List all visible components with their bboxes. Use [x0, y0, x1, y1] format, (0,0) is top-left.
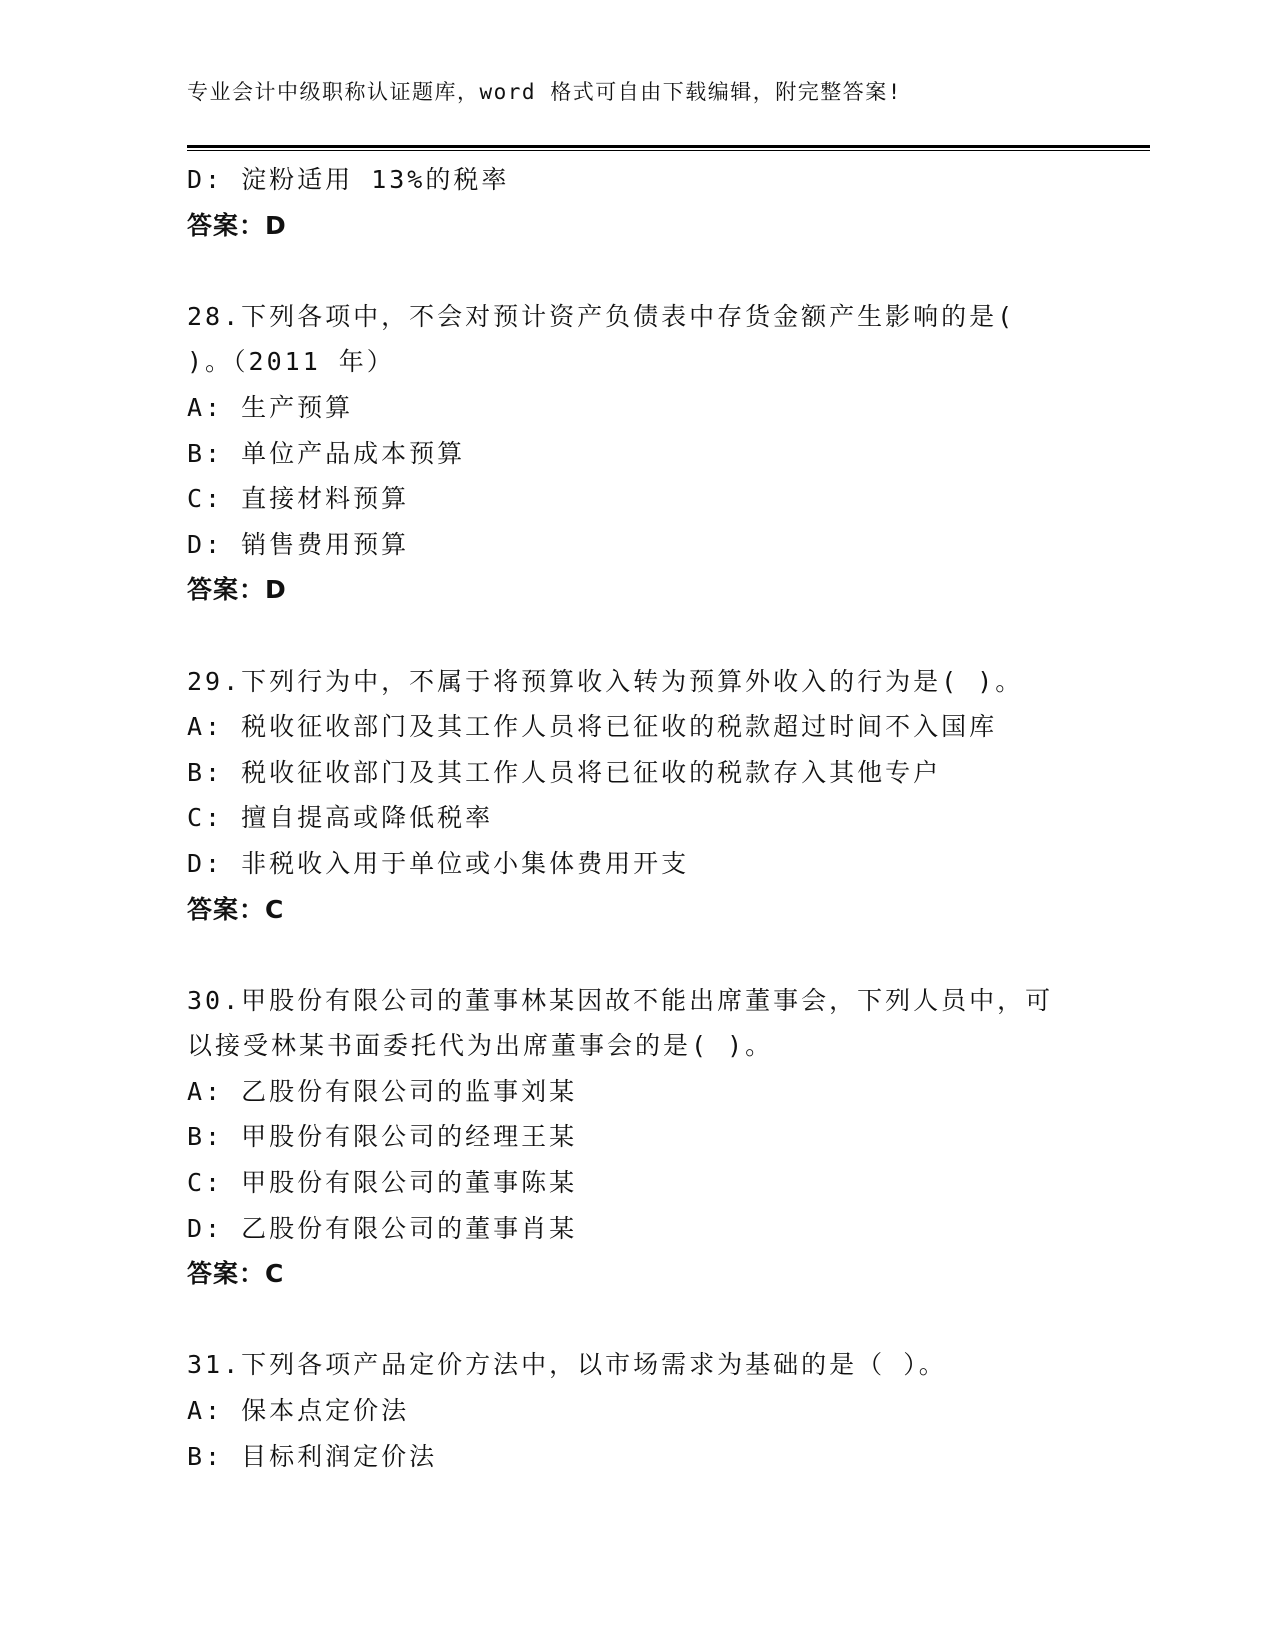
q30-option-b: B: 甲股份有限公司的经理王某 [187, 1122, 578, 1152]
q28-stem-line2: )。（2011 年） [187, 347, 395, 377]
spacer [187, 613, 1087, 659]
q29-option-a: A: 税收征收部门及其工作人员将已征收的税款超过时间不入国库 [187, 712, 998, 742]
q29-option-c: C: 擅自提高或降低税率 [187, 803, 494, 833]
page-header: 专业会计中级职称认证题库，word 格式可自由下载编辑，附完整答案! [187, 80, 902, 104]
q30-answer: 答案：C [187, 1259, 285, 1289]
q28-stem-line1: 28.下列各项中，不会对预计资产负债表中存货金额产生影响的是( [187, 301, 1016, 331]
q30-stem-line2: 以接受林某书面委托代为出席董事会的是( )。 [187, 1031, 774, 1061]
q29-option-b: B: 税收征收部门及其工作人员将已征收的税款存入其他专户 [187, 757, 942, 787]
spacer [187, 932, 1087, 978]
q31-option-b: B: 目标利润定价法 [187, 1441, 438, 1471]
q28-option-d: D: 销售费用预算 [187, 529, 410, 559]
question-content [187, 157, 1087, 1479]
q28-option-c: C: 直接材料预算 [187, 484, 410, 514]
q29-option-d: D: 非税收入用于单位或小集体费用开支 [187, 848, 690, 878]
q30-stem-line1: 30.甲股份有限公司的董事林某因故不能出席董事会，下列人员中，可 [187, 985, 1054, 1015]
q30-option-a: A: 乙股份有限公司的监事刘某 [187, 1076, 578, 1106]
q28-option-a: A: 生产预算 [187, 392, 354, 422]
q28-answer: 答案：D [187, 575, 287, 605]
prev-option-d: D: 淀粉适用 13%的税率 [187, 165, 510, 194]
q31-stem-line1: 31.下列各项产品定价方法中，以市场需求为基础的是（ ）。 [187, 1350, 947, 1380]
spacer [187, 248, 1087, 294]
q29-answer: 答案：C [187, 894, 285, 924]
header-rule-thick [187, 145, 1150, 148]
prev-answer: 答案：D [187, 210, 287, 240]
q30-option-d: D: 乙股份有限公司的董事肖某 [187, 1213, 578, 1243]
q31-option-a: A: 保本点定价法 [187, 1396, 410, 1426]
q29-stem-line1: 29.下列行为中，不属于将预算收入转为预算外收入的行为是( )。 [187, 666, 1024, 696]
spacer [187, 1297, 1087, 1343]
q30-option-c: C: 甲股份有限公司的董事陈某 [187, 1168, 578, 1198]
header-rule-thin [187, 150, 1150, 151]
q28-option-b: B: 单位产品成本预算 [187, 438, 466, 468]
